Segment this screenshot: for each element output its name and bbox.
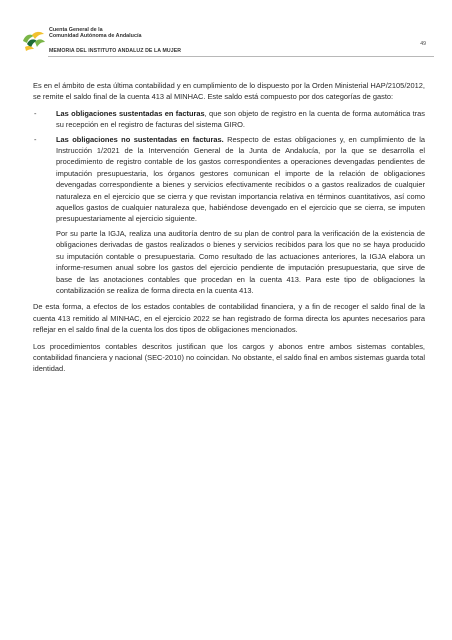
paragraph-2: De esta forma, a efectos de los estados contables de contabilidad financiera, y a fin de recoger el saldo final de la cuenta 413 remitido al MINHAC, en el ejercicio 2022 se han registrado de forma directa los apuntes necesarios para reflejar en el saldo final de la cuenta los dos tipos de obligaciones mencionados. [33, 302, 425, 335]
document-body [33, 80, 425, 380]
page-number: 49 [420, 41, 426, 47]
bullet-heading: Las obligaciones no sustentadas en facturas. [56, 134, 224, 144]
org-line-1: Cuenta General de la [49, 27, 103, 33]
bullet-paragraph [56, 108, 425, 131]
bullet-marker: - [34, 108, 37, 118]
bullet-text: Respecto de estas obligaciones y, en cumplimiento de la Instrucción 1/2021 de la Intervención General de la Junta de Andalucía, por la que se desarrolla el procedimiento de registro contable de los gastos correspondientes a operaciones devengadas pendientes de imputación presupuestaria, los órganos gestores comunican el importe de la relación de obligaciones devengadas correspondiente a bienes y servicios efectivamente recibidos o a gastos realizados de cualquier naturaleza en el ejercicio que se cierra y que revistan importancia relativa en términos cuantitativos, así como aquellos gastos de cualquier naturaleza que, habiéndose devengado en el ejercicio que se cierra, se imputen presupuestariamente al ejercicio siguiente. [56, 134, 425, 224]
organization-name [49, 27, 141, 39]
memoria-title: MEMORIA DEL INSTITUTO ANDALUZ DE LA MUJER [49, 48, 182, 54]
bullet-item-invoices [33, 108, 425, 131]
bullet-text: , que son objeto de registro en la cuenta de forma automática tras su recepción en el registro de facturas del sistema GIRO. [56, 108, 425, 130]
intro-paragraph: Es en el ámbito de esta última contabilidad y en cumplimiento de lo dispuesto por la Orden Ministerial HAP/2105/2012, se remite el saldo final de la cuenta 413 al MINHAC. Este saldo está compuesto por dos categorías de gasto: [33, 81, 425, 102]
junta-andalucia-logo-icon [22, 30, 46, 52]
bullet-list [33, 108, 425, 225]
bullet-marker: - [34, 134, 37, 144]
paragraph-3: Los procedimientos contables descritos justifican que los cargos y abonos entre ambos sistemas contables, contabilidad financiera y nacional (SEC-2010) no coincidan. No obstante, el saldo final en ambos sistemas guarda total identidad. [33, 341, 425, 374]
bullet-paragraph [56, 134, 425, 225]
igja-paragraph: Por su parte la IGJA, realiza una auditoría dentro de su plan de control para la verificación de la existencia de obligaciones derivadas de gastos realizados o bienes y servicios recibidos para los que no se haya producido su imputación contable o presupuestaria. Como resultado de las actuaciones anteriores, la IGJA elabora un informe-resumen anual sobre los gastos del ejercicio pendiente de imputación presupuestaria, que sirve de base de las anotaciones contables que procedan en la cuenta 413. Para este tipo de obligaciones la contabilización se realiza de forma directa en la cuenta 413. [56, 228, 425, 295]
org-line-2: Comunidad Autónoma de Andalucía [49, 33, 142, 40]
bullet-heading: Las obligaciones sustentadas en facturas [56, 108, 205, 118]
header-divider [48, 56, 434, 57]
bullet-item-no-invoices [33, 134, 425, 225]
